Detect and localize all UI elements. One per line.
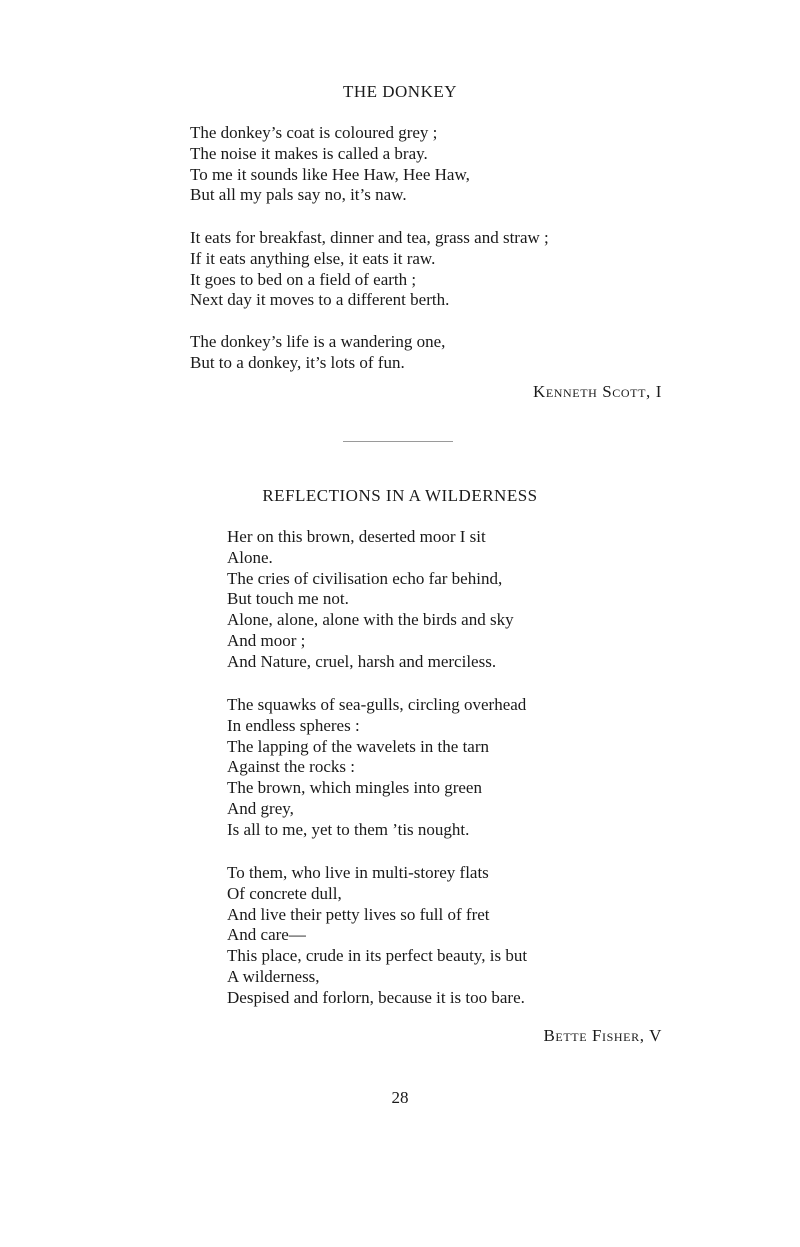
poem-line: A wilderness, — [227, 966, 320, 986]
poem-line: Against the rocks : — [227, 757, 355, 777]
poem-line: The noise it makes is called a bray. — [190, 143, 428, 163]
poem-line: But to a donkey, it’s lots of fun. — [190, 352, 405, 372]
poem2-stanza-2 — [227, 695, 526, 841]
poem-line: And care— — [227, 925, 306, 945]
poem2-stanza-1 — [227, 527, 514, 673]
poem-line: The cries of civilisation echo far behind, — [227, 568, 503, 588]
poem-line: Alone, alone, alone with the birds and sky — [227, 610, 514, 630]
poem-line: Despised and forlorn, because it is too bare. — [227, 987, 525, 1007]
poem-line: And moor ; — [227, 630, 306, 650]
poem-line: The donkey’s life is a wandering one, — [190, 332, 446, 351]
poem-title-reflections: REFLECTIONS IN A WILDERNESS — [262, 486, 538, 505]
poem-line: It goes to bed on a field of earth ; — [190, 269, 417, 289]
poem-line: And grey, — [227, 798, 294, 818]
poem2-stanza-3 — [227, 863, 527, 1009]
poem-line: The brown, which mingles into green — [227, 778, 482, 798]
poem2-author: Bette Fisher, V — [543, 1026, 662, 1045]
poem-line: Next day it moves to a different berth. — [190, 290, 450, 310]
poem-line: The squawks of sea-gulls, circling overhead — [227, 695, 527, 714]
poem-line: And Nature, cruel, harsh and merciless. — [227, 651, 497, 671]
poem1-stanza-1 — [190, 123, 470, 206]
poem-title-the-donkey: THE DONKEY — [342, 82, 458, 101]
poem-line: And live their petty lives so full of fret — [227, 904, 490, 924]
poem1-author: Kenneth Scott, I — [532, 382, 662, 401]
poem-line: But all my pals say no, it’s naw. — [190, 185, 407, 205]
poem-line: If it eats anything else, it eats it raw. — [190, 248, 436, 268]
poem-line: The lapping of the wavelets in the tarn — [227, 736, 489, 756]
poem1-stanza-3 — [190, 332, 445, 374]
poem1-stanza-2 — [190, 228, 549, 311]
section-divider — [343, 441, 453, 442]
poem-line: Of concrete dull, — [227, 883, 342, 903]
poem-line: To me it sounds like Hee Haw, Hee Haw, — [190, 164, 470, 184]
poem-line: But touch me not. — [227, 589, 349, 609]
poem-line: The donkey’s coat is coloured grey ; — [190, 123, 438, 142]
page-number: 28 — [391, 1088, 409, 1107]
poem-line: It eats for breakfast, dinner and tea, grass and straw ; — [190, 228, 549, 247]
poem-line: Her on this brown, deserted moor I sit — [227, 527, 486, 546]
poem-line: This place, crude in its perfect beauty, is but — [227, 946, 528, 966]
poem-line: To them, who live in multi-storey flats — [227, 863, 489, 882]
poem-line: In endless spheres : — [227, 715, 360, 735]
poem-line: Alone. — [227, 547, 273, 567]
poem-line: Is all to me, yet to them ’tis nought. — [227, 819, 470, 839]
